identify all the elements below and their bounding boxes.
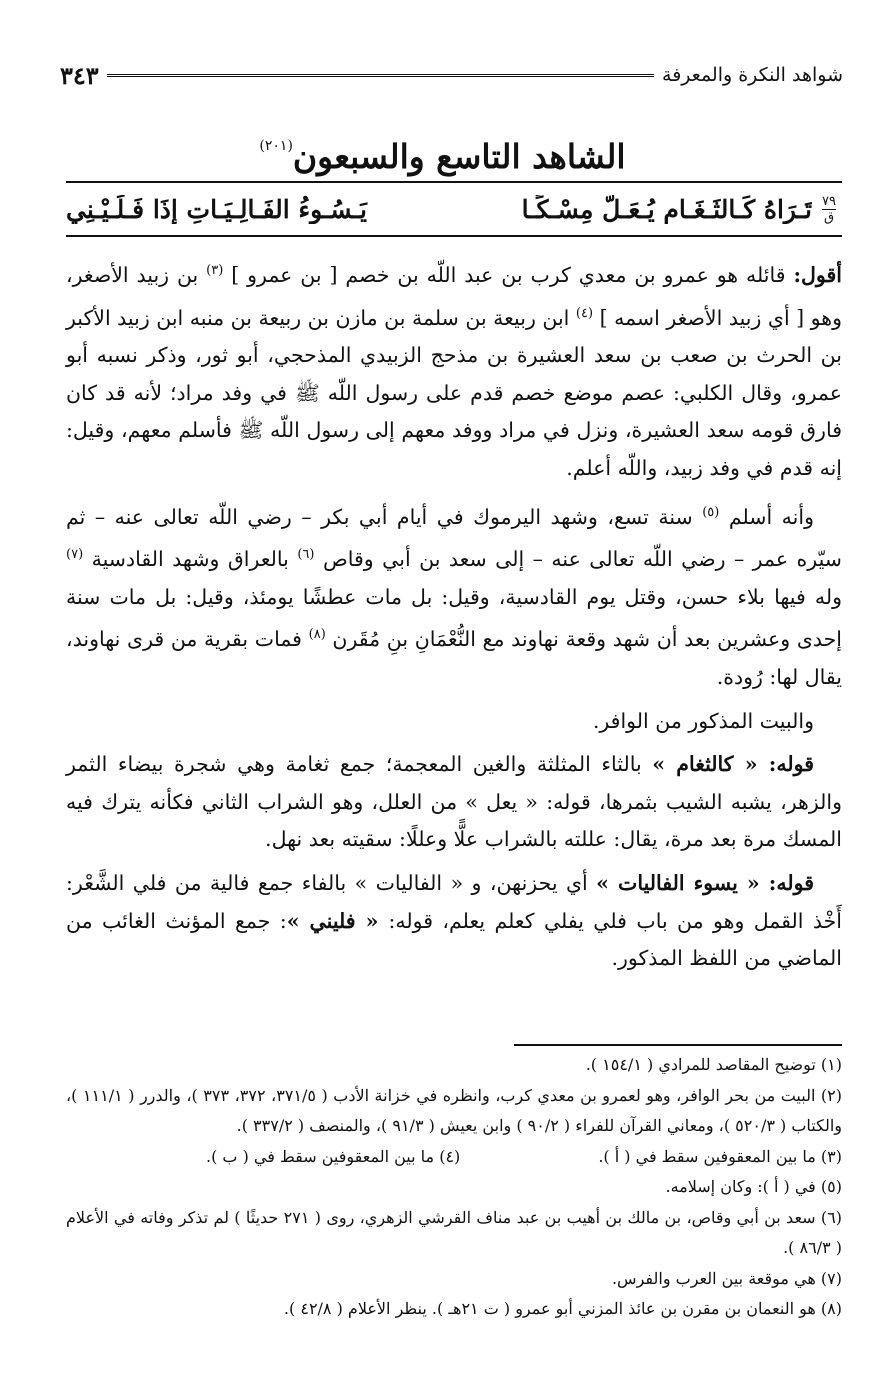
footnote-ref: (٥) xyxy=(702,504,720,520)
paragraph-gloss-faliyat xyxy=(66,865,842,978)
quoted-term: « فليني » xyxy=(286,908,389,933)
paragraph-text: وله فيها بلاء حسن، وقتل يوم القادسية، وقيل: بل مات عطشًا يومئذ، وقيل: بل مات سنة إحدى وعشرين بعد أن شهد وقعة نهاوند مع النُّعْمَانِ بنِ مُقَرن xyxy=(66,584,842,652)
paragraph-text: : جمع المؤنث الغائب من الماضي من اللفظ المذكور. xyxy=(66,908,842,971)
paragraph-text: بالثاء المثلثة والغين المعجمة؛ جمع ثغامة وهي شجرة بيضاء الثمر والزهر، يشبه الشيب بثمرها، قوله: « يعل » من العلل، وهو الشراب الثاني فكأنه يترك فيه المسك مرة بعد مرة، يقال: عللته بالشراب علًّا وعللًا: سقيته بعد نهل. xyxy=(66,752,842,852)
paragraph-lead: قوله: xyxy=(768,870,814,895)
footnote-ref: (٦) xyxy=(297,547,315,563)
footnote-ref: (٤) xyxy=(575,305,594,321)
footnote-3: (٣) ما بين المعقوفين سقط في ( أ ). xyxy=(598,1146,842,1166)
paragraph-text: ابن ربيعة بن سلمة بن مازن بن ربيعة بن منبه ابن زبيد الأكبر بن الحرث بن صعب بن سعد العشيرة بن مذحج الزبيدي المذحجي، أبو ثور، وذكر نسبه أبو عمرو، وقال الكلبي: عصم موضع خصم قدم على رسول اللّه ﷺ في وفد مراد؛ لأنه قد كان فارق قومه سعد العشيرة، ونزل في مراد ووفد معهم إلى رسول اللّه ﷺ فأسلم معهم، وقيل: إنه قدم في وفد زبيد، واللّه أعلم. xyxy=(66,305,842,480)
paragraph-gloss-thaghaam xyxy=(66,746,842,859)
page-number: ٣٤٣ xyxy=(60,60,99,90)
verse-hemistich-second: يَـسُـوءُ الفَـالِـيَـاتِ إِذَا فَـلَـيْـنِي xyxy=(66,194,367,224)
section-title-note-ref: (٢٠١) xyxy=(259,138,293,154)
verse-hemistich-first: تَـرَاهُ كَـالثَـغَـامِ يُـعَـلُّ مِسْـكًـا xyxy=(521,194,812,224)
section-title xyxy=(0,124,885,179)
verse-letter: ق xyxy=(823,209,835,225)
section-title-text: الشاهد التاسع والسبعون xyxy=(292,137,626,176)
running-header xyxy=(60,58,843,92)
footnote-7: (٧) هي موقعة بين العرب والفرس. xyxy=(611,1268,842,1288)
running-header-title: شواهد النكرة والمعرفة xyxy=(662,64,843,86)
verse-line xyxy=(66,181,842,237)
footnote-6: (٦) سعد بن أبي وقاص، بن مالك بن أهيب بن عبد مناف القرشي الزهري، روى ( ٢٧١ حديثًا ) لم تذكر وفاته في الأعلام ( ٨٦/٣ ). xyxy=(66,1207,843,1257)
paragraph-meter xyxy=(66,703,842,741)
footnote-ref: (٨) xyxy=(308,627,326,643)
paragraph-text: سنة تسع، وشهد اليرموك في أيام أبي بكر – رضي اللّه تعالى عنه – ثم سيّره عمر – رضي اللّه تعالى عنه – إلى سعد بن أبي وقاص xyxy=(66,504,842,572)
footnote-8: (٨) هو النعمان بن مقرن بن عائذ المزني أبو عمرو ( ت ٢١هـ ). ينظر الأعلام ( ٤٢/٨ ). xyxy=(283,1299,842,1318)
paragraph-text: بن زبيد الأصغر، وهو [ أي زبيد الأصغر اسمه ] xyxy=(66,263,842,330)
footnote-1: (١) توضيح المقاصد للمرادي ( ١٥٤/١ ). xyxy=(585,1055,842,1074)
footnote-5: (٥) في ( أ ): وكان إسلامه. xyxy=(665,1177,842,1196)
footnote-ref: (٣) xyxy=(206,263,224,278)
header-rule xyxy=(107,74,654,77)
paragraph-text: وأنه أسلم xyxy=(728,504,814,529)
paragraph-text: بالعراق وشهد القادسية xyxy=(91,547,298,572)
footnote-separator xyxy=(514,1044,842,1046)
paragraph-text: أي يحزنهن، و « الفاليات » بالفاء جمع فالية من فلي الشَّعْر: أَخْذ القمل وهو من باب فلي يفلي كعلم يعلم، قوله: xyxy=(66,870,842,933)
footnote-pair xyxy=(66,1142,842,1173)
verse-number: ٧٩ xyxy=(822,193,836,209)
paragraph-text: فمات بقرية من قرى نهاوند، يقال لها: رُودة. xyxy=(66,627,842,689)
paragraph-lead: أقول: xyxy=(793,263,842,287)
paragraph-text: قائله هو عمرو بن معدي كرب بن عبد اللّه بن خصم [ بن عمرو ] xyxy=(231,263,794,287)
quoted-term: « كالثغام » xyxy=(652,752,769,777)
paragraph-lead: قوله: xyxy=(768,752,814,777)
footnotes xyxy=(66,1050,842,1325)
footnote-ref: (٧) xyxy=(66,547,84,563)
verse-number-block xyxy=(816,194,842,225)
paragraph-biography xyxy=(66,494,842,697)
commentary-body xyxy=(66,252,842,984)
quoted-term: « يسوء الفاليات » xyxy=(596,870,769,895)
footnote-2: (٢) البيت من بحر الوافر، وهو لعمرو بن معدي كرب، وانظره في خزانة الأدب ( ٣٧١/٥، ٣٧٢، ٣٧٣ )، والدرر ( ١١١/١ )، والكتاب ( ٥٢٠/٣ )، ومعاني القرآن للفراء ( ٩٠/٢ ) وابن يعيش ( ٩١/٣ )، والمنصف ( ٣٣٧/٢ ). xyxy=(66,1085,843,1135)
paragraph-text: والبيت المذكور من الوافر. xyxy=(592,708,814,733)
paragraph-attribution xyxy=(66,252,842,488)
footnote-4: (٤) ما بين المعقوفين سقط في ( ب ). xyxy=(206,1146,461,1166)
